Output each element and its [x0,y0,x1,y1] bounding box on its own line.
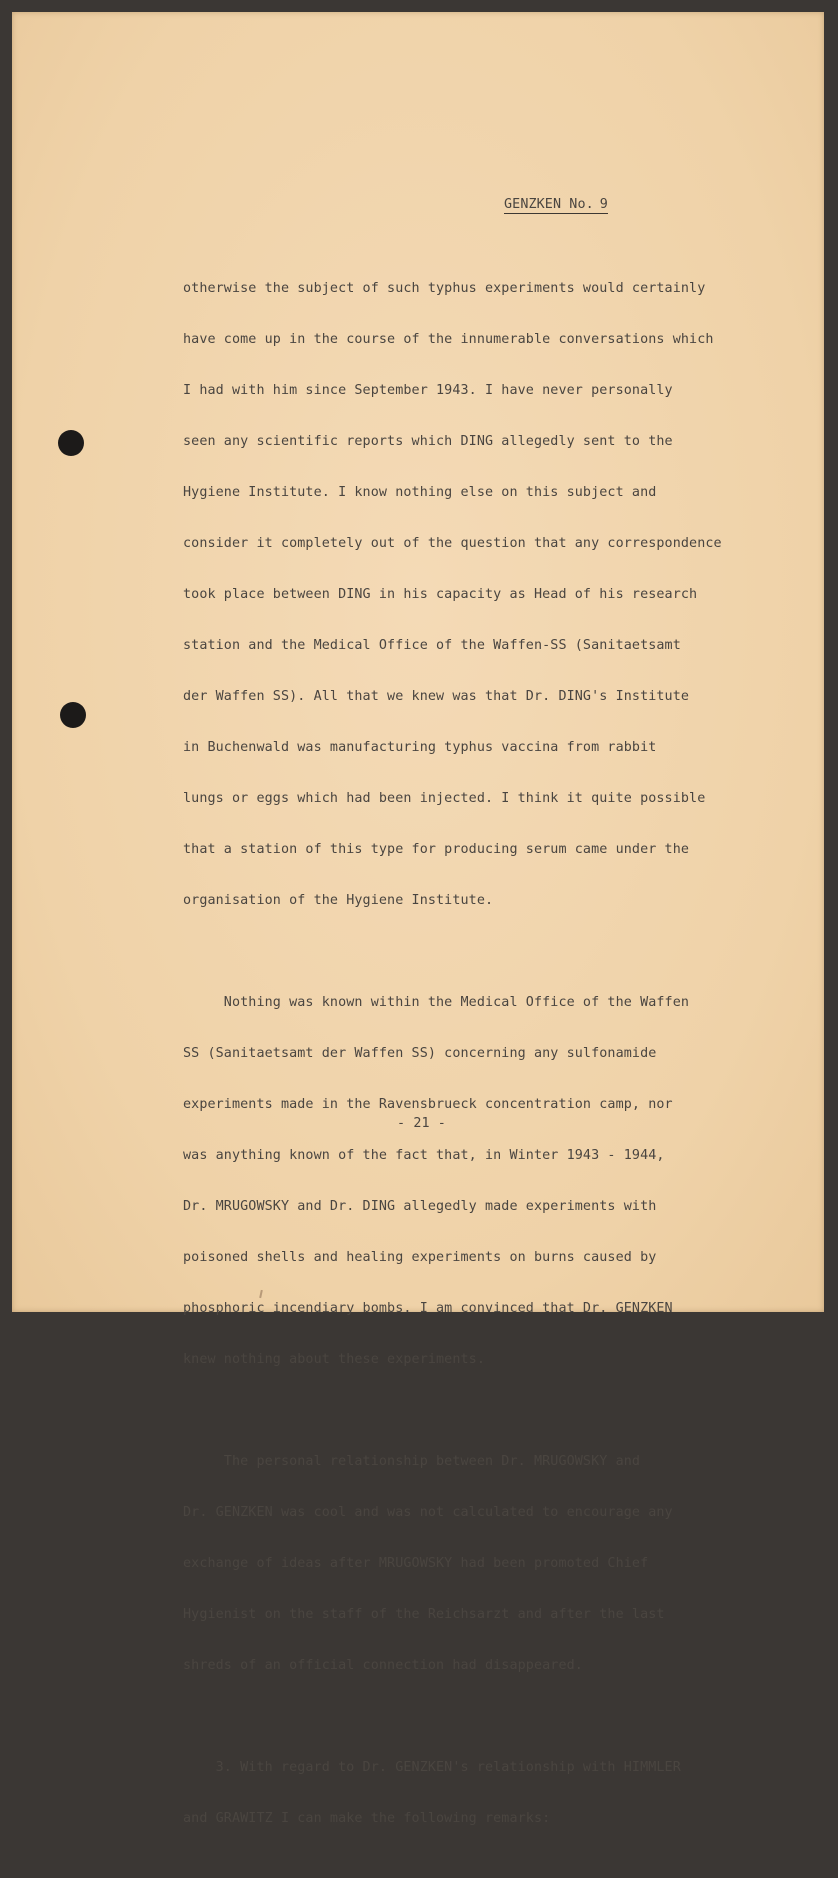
page-number: - 21 - [397,1116,446,1131]
text-line: Dr. GENZKEN was cool and was not calculated to encourage any [183,1505,673,1520]
text-line: Nothing was known within the Medical Office of the Waffen [183,995,690,1010]
paragraph-3 [183,1419,743,1708]
text-line: exchange of ideas after MRUGOWSKY had been promoted Chief [183,1556,649,1571]
text-line: took place between DING in his capacity as Head of his research [183,587,698,602]
text-line: poisoned shells and healing experiments on burns caused by [183,1250,657,1265]
text-line: knew nothing about these experiments. [183,1352,485,1367]
document-body [183,246,743,1878]
text-line: in Buchenwald was manufacturing typhus vaccina from rabbit [183,740,657,755]
document-reference [504,197,608,214]
document-reference-label: GENZKEN No. [504,197,594,212]
paper-sheet [12,12,824,1826]
text-line: lungs or eggs which had been injected. I think it quite possible [183,791,706,806]
text-line: have come up in the course of the innumerable conversations which [183,332,714,347]
document-reference-number: 9 [599,197,608,212]
punch-hole-top [58,430,84,456]
text-line: Hygienist on the staff of the Reichsarzt and after the last [183,1607,665,1622]
text-line: and GRAWITZ I can make the following remarks: [183,1811,551,1826]
text-line: The personal relationship between Dr. MRUGOWSKY and [183,1454,641,1469]
punch-hole-bottom [60,702,86,728]
paragraph-1 [183,246,743,943]
text-line: seen any scientific reports which DING allegedly sent to the [183,434,673,449]
text-line: SS (Sanitaetsamt der Waffen SS) concerning any sulfonamide [183,1046,657,1061]
text-line: otherwise the subject of such typhus experiments would certainly [183,281,706,296]
text-line: 3. With regard to Dr. GENZKEN's relationship with HIMMLER [183,1760,681,1775]
paragraph-4 [183,1725,743,1861]
paragraph-2 [183,960,743,1402]
text-line: phosphoric incendiary bombs. I am convinced that Dr. GENZKEN [183,1301,673,1316]
text-line: consider it completely out of the question that any correspondence [183,536,722,551]
text-line: experiments made in the Ravensbrueck concentration camp, nor [183,1097,673,1112]
text-line: shreds of an official connection had disappeared. [183,1658,583,1673]
text-line: Dr. MRUGOWSKY and Dr. DING allegedly made experiments with [183,1199,657,1214]
text-line: organisation of the Hygiene Institute. [183,893,494,908]
text-line: der Waffen SS). All that we knew was that Dr. DING's Institute [183,689,690,704]
text-line: that a station of this type for producing serum came under the [183,842,690,857]
text-line: Hygiene Institute. I know nothing else on this subject and [183,485,657,500]
text-line: station and the Medical Office of the Waffen-SS (Sanitaetsamt [183,638,681,653]
text-line: was anything known of the fact that, in Winter 1943 - 1944, [183,1148,665,1163]
text-line: I had with him since September 1943. I have never personally [183,383,673,398]
